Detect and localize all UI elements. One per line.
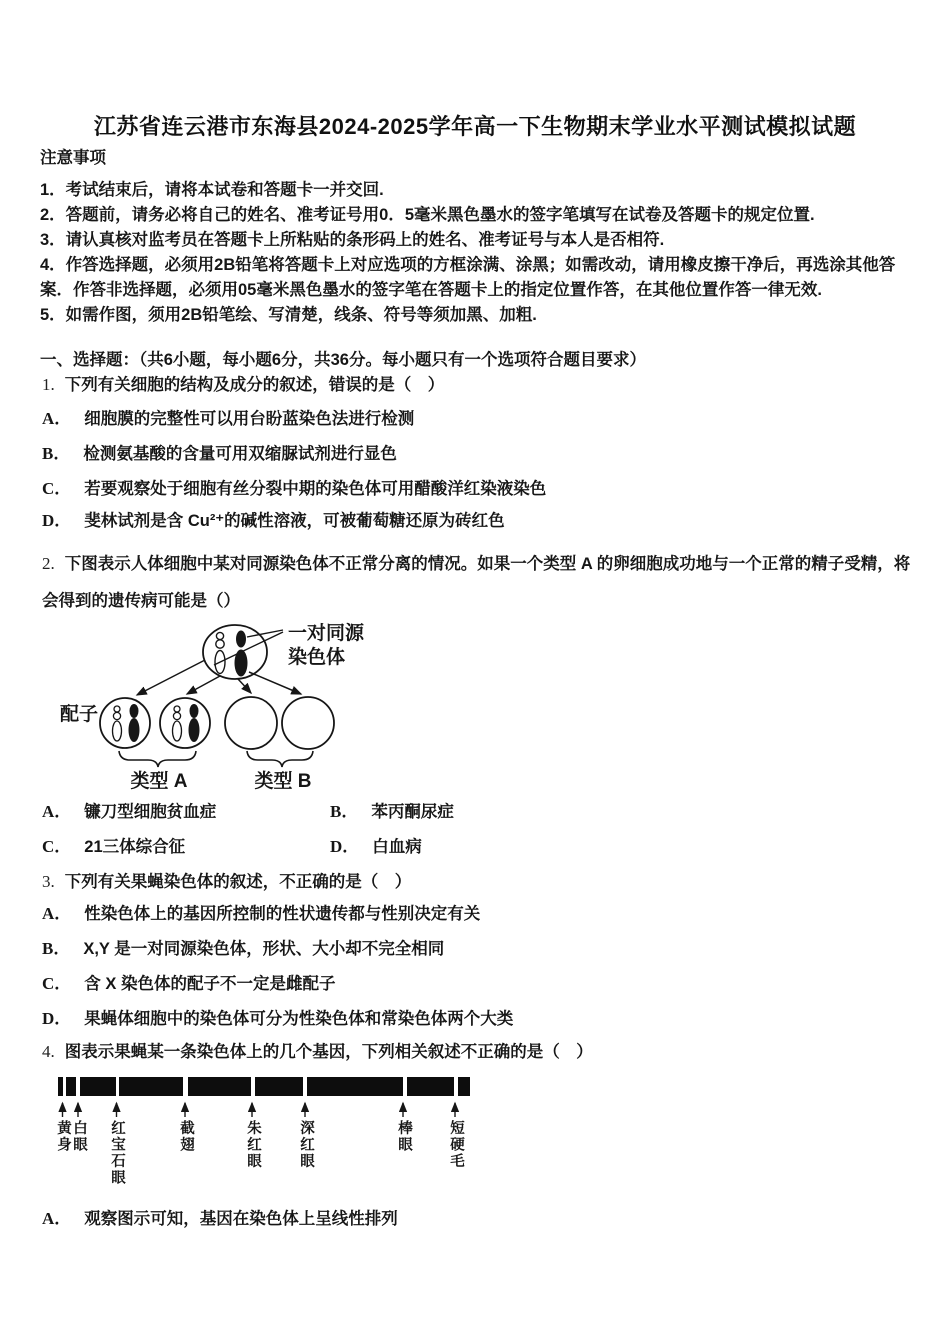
gene-label-ruby-eye: 红宝石眼 <box>109 1120 125 1186</box>
question-3-stem <box>42 873 924 891</box>
option-label: C． <box>42 837 72 856</box>
gamete-cell-type-b1-empty <box>225 697 277 749</box>
type-b-label: 类型 B <box>254 771 312 792</box>
option-text: 细胞膜的完整性可以用台盼蓝染色法进行检测 <box>84 410 415 428</box>
option-label: D． <box>330 837 360 856</box>
question-1-option-d <box>42 512 922 530</box>
gene-label-deep-red-eye: 深红眼 <box>298 1120 314 1170</box>
gamete-label: 配子 <box>60 704 99 725</box>
gene-position-arrows <box>63 1103 456 1117</box>
option-label: C． <box>42 974 72 993</box>
question-4-text: 图表示果蝇某一条染色体上的几个基因，下列相关叙述不正确的是（ ） <box>64 1043 593 1061</box>
option-text: 镰刀型细胞贫血症 <box>84 803 217 821</box>
gene-map-diagram <box>55 1072 485 1197</box>
gene-label-yellow-body: 黄身 <box>55 1120 71 1153</box>
question-1-number: 1. <box>42 375 55 394</box>
option-text: 斐林试剂是含 Cu²⁺的碱性溶液，可被葡萄糖还原为砖红色 <box>84 512 505 530</box>
question-1-text: 下列有关细胞的结构及成分的叙述，错误的是（ ） <box>64 376 445 394</box>
question-2-number: 2. <box>42 554 55 573</box>
white-chromosome <box>215 632 225 673</box>
question-1-option-b <box>42 445 922 463</box>
question-3-option-d <box>42 1010 922 1028</box>
type-a-label: 类型 A <box>130 771 188 792</box>
chromosome-bar <box>55 1072 485 1118</box>
type-a-brace <box>119 751 196 767</box>
option-text: 观察图示可知，基因在染色体上呈线性排列 <box>84 1210 398 1228</box>
page-title: 江苏省连云港市东海县2024-2025学年高一下生物期末学业水平测试模拟试题 <box>93 114 857 139</box>
option-text: 性染色体上的基因所控制的性状遗传都与性别决定有关 <box>84 905 481 923</box>
option-text: X,Y 是一对同源染色体，形状、大小却不完全相同 <box>83 940 445 958</box>
question-1-stem <box>42 376 924 394</box>
section1-heading: 一、选择题：（共6小题，每小题6分，共36分。每小题只有一个选项符合题目要求） <box>40 351 646 369</box>
label-pointer-line <box>247 630 283 637</box>
option-label: A． <box>42 802 72 821</box>
notice-item-5: 5．如需作图，须用2B铅笔绘、写清楚，线条、符号等须加黑、加粗. <box>40 306 537 324</box>
option-label: A． <box>42 1209 72 1228</box>
question-3-text: 下列有关果蝇染色体的叙述，不正确的是（ ） <box>64 873 412 891</box>
type-b-brace <box>247 751 313 767</box>
question-4-stem <box>42 1043 924 1061</box>
notice-item-1: 1．考试结束后，请将本试卷和答题卡一并交回. <box>40 181 384 199</box>
gene-label-bar-eye: 棒眼 <box>396 1120 412 1153</box>
notice-item-3: 3．请认真核对监考员在答题卡上所粘贴的条形码上的姓名、准考证号与本人是否相符. <box>40 231 665 249</box>
question-2-option-d <box>330 838 910 856</box>
gene-label-white-eye: 白眼 <box>71 1120 87 1153</box>
gamete-cell-type-a1 <box>100 698 150 748</box>
option-text: 苯丙酮尿症 <box>371 803 454 821</box>
option-label: D． <box>42 1009 72 1028</box>
division-arrow <box>238 679 251 693</box>
question-4-option-a <box>42 1210 922 1228</box>
gamete2-chromosomes <box>173 704 200 742</box>
option-label: B． <box>42 939 71 958</box>
gene-label-vermilion-eye: 朱红眼 <box>245 1120 261 1170</box>
option-text: 果蝇体细胞中的染色体可分为性染色体和常染色体两个大类 <box>84 1010 514 1028</box>
question-3-option-a <box>42 905 922 923</box>
option-text: 白血病 <box>372 838 422 856</box>
gamete1-chromosomes <box>113 704 140 742</box>
gene-label-short-bristle: 短硬毛 <box>448 1120 464 1170</box>
notice-item-2: 2．答题前，请务必将自己的姓名、准考证号用0．5毫米黑色墨水的签字笔填写在试卷及答题卡的规定位置. <box>40 206 815 224</box>
question-2-option-b <box>330 803 910 821</box>
option-label: A． <box>42 904 72 923</box>
parent-cell-circle <box>203 625 267 679</box>
option-label: B． <box>330 802 359 821</box>
option-text: 检测氨基酸的含量可用双缩脲试剂进行显色 <box>83 445 397 463</box>
question-3-number: 3. <box>42 872 55 891</box>
question-2-text: 下图表示人体细胞中某对同源染色体不正常分离的情况。如果一个类型 A 的卵细胞成功地与一个正常的精子受精，将会得到的遗传病可能是（） <box>42 555 911 610</box>
question-4-number: 4. <box>42 1042 55 1061</box>
question-1-option-a <box>42 410 922 428</box>
homologous-pair-label-line2: 染色体 <box>288 647 346 668</box>
option-text: 含 X 染色体的配子不一定是雌配子 <box>84 975 336 993</box>
homologous-pair-label-line1: 一对同源 <box>288 623 365 644</box>
notice-heading: 注意事项 <box>40 149 106 167</box>
gene-label-truncated-wing: 截翅 <box>178 1120 194 1153</box>
gamete-cell-type-b2-empty <box>282 697 334 749</box>
notice-item-4: 4．作答选择题，必须用2B铅笔将答题卡上对应选项的方框涂满、涂黑；如需改动，请用橡皮擦干净后，再选涂其他答案．作答非选择题，必须用05毫米黑色墨水的签字笔在答题卡上的指定位置作答，在其他位置作答一律无效. <box>40 256 896 299</box>
option-text: 若要观察处于细胞有丝分裂中期的染色体可用醋酸洋红染液染色 <box>84 480 547 498</box>
chromosome-segments <box>58 1077 470 1096</box>
division-arrow <box>187 676 220 694</box>
option-label: B． <box>42 444 71 463</box>
division-arrow <box>249 672 301 694</box>
option-label: A． <box>42 409 72 428</box>
question-3-option-b <box>42 940 922 958</box>
chromosome-nondisjunction-diagram <box>55 608 415 793</box>
question-3-option-c <box>42 975 922 993</box>
gamete-cell-type-a2 <box>160 698 210 748</box>
option-label: D． <box>42 511 72 530</box>
question-1-option-c <box>42 480 922 498</box>
option-label: C． <box>42 479 72 498</box>
option-text: 21三体综合征 <box>84 838 186 856</box>
